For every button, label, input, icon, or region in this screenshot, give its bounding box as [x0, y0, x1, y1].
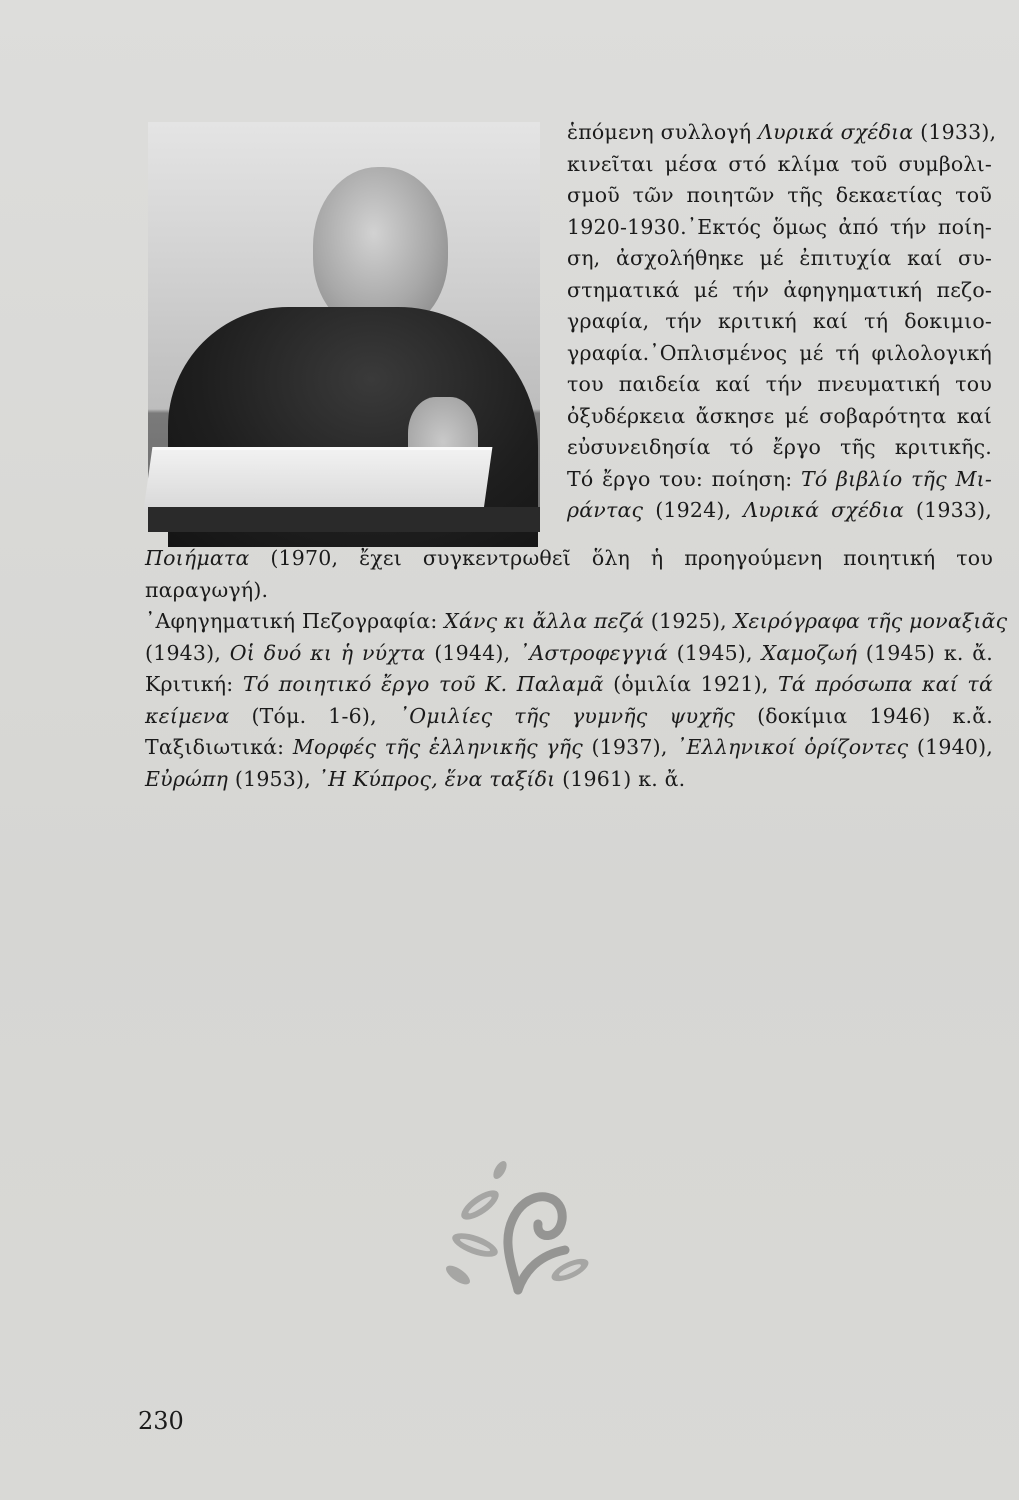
text-line: [145, 575, 993, 607]
text-line: [145, 543, 993, 575]
text-run: (1961) κ. ἄ.: [555, 766, 686, 791]
italic-title: Λυρικά σχέδια: [743, 498, 904, 522]
text-run: σμοῦ τῶν ποιητῶν τῆς δεκαετίας τοῦ: [567, 183, 992, 207]
text-line: [567, 117, 997, 149]
floral-ornament-icon: [440, 1150, 595, 1300]
text-run: ὀξυδέρκεια ἄσκησε μέ σοβαρότητα καί: [567, 403, 992, 428]
italic-title: Μορφές τῆς ἑλληνικῆς γῆς: [292, 735, 583, 759]
text-run: (1970, ἔχει συγκεντρωθεῖ ὅλη ἡ προηγούμενη ποιητική του: [249, 546, 993, 570]
text-line: [567, 275, 992, 307]
text-run: Τό ἔργο του: ποίηση:: [567, 466, 802, 491]
text-run: ᾽Αφηγηματική Πεζογραφία:: [145, 609, 445, 633]
text-run: (1945) κ. ἄ.: [857, 640, 994, 665]
italic-title: κείμενα: [145, 703, 230, 728]
text-line: [567, 212, 992, 244]
text-line: [567, 495, 992, 527]
text-line: [145, 764, 993, 796]
text-run: (1925),: [644, 609, 734, 633]
text-line: [567, 432, 992, 464]
text-run: (1937),: [582, 735, 677, 759]
italic-title: Χάνς κι ἄλλα πεζά: [444, 609, 645, 633]
text-line: [145, 701, 993, 733]
text-run: (1924),: [643, 498, 744, 522]
text-line: [567, 338, 992, 370]
text-run: (1943),: [145, 640, 230, 665]
text-run: Κριτική:: [145, 672, 243, 696]
text-run: (Τόμ. 1-6),: [229, 703, 399, 728]
text-run: του παιδεία καί τήν πνευματική του: [567, 372, 992, 396]
text-line: [145, 669, 993, 701]
text-line: [145, 638, 993, 670]
text-run: παραγωγή).: [145, 577, 269, 602]
text-run: κινεῖται μέσα στό κλίμα τοῦ συμβολι-: [567, 151, 992, 176]
text-run: 1920-1930.᾽Εκτός ὅμως ἀπό τήν ποίη-: [567, 214, 992, 239]
italic-title: Χειρόγραφα τῆς μοναξιᾶς: [733, 609, 1008, 633]
text-line: [567, 369, 992, 401]
text-run: ἑπόμενη συλλογή: [567, 120, 759, 144]
italic-title: Τό ποιητικό ἔργο τοῦ Κ. Παλαμᾶ: [242, 672, 604, 696]
italic-title: ᾽Η Κύπρος, ἕνα ταξίδι: [317, 766, 556, 791]
author-portrait-photo: [148, 122, 540, 532]
text-run: Ταξιδιωτικά:: [145, 735, 293, 759]
text-run: (ὁμιλία 1921),: [603, 672, 778, 696]
italic-title: Τό βιβλίο τῆς Μι-: [801, 466, 992, 491]
text-run: (1933),: [913, 120, 997, 144]
text-run: (1945),: [667, 640, 762, 665]
text-run: εὐσυνειδησία τό ἔργο τῆς κριτικῆς.: [567, 435, 992, 459]
text-run: (1944),: [425, 640, 519, 665]
italic-title: ᾽Ελληνικοί ὁρίζοντες: [676, 735, 909, 759]
text-line: [567, 180, 992, 212]
text-run: ση, ἀσχολήθηκε μέ ἐπιτυχία καί συ-: [567, 246, 992, 270]
text-run: στηματικά μέ τήν ἀφηγηματική πεζο-: [567, 277, 992, 302]
italic-title: ᾽Αστροφεγγιά: [519, 640, 668, 665]
text-line: [567, 306, 992, 338]
text-run: (1940),: [908, 735, 993, 759]
italic-title: ᾽Ομιλίες τῆς γυμνῆς ψυχῆς: [398, 703, 736, 728]
text-run: (1933),: [903, 498, 992, 522]
page-number: 230: [138, 1407, 184, 1435]
italic-title: Εὐρώπη: [145, 766, 229, 791]
italic-title: Λυρικά σχέδια: [758, 120, 914, 144]
text-line: [567, 243, 992, 275]
italic-title: Οἱ δυό κι ἡ νύχτα: [229, 640, 426, 665]
italic-title: Ποιήματα: [145, 546, 250, 570]
text-run: (1953),: [228, 766, 318, 791]
italic-title: Τά πρόσωπα καί τά: [777, 672, 993, 696]
right-column-text: [567, 117, 997, 527]
text-line: [567, 401, 992, 433]
text-line: [145, 606, 1008, 638]
text-run: γραφία, τήν κριτική καί τή δοκιμιο-: [567, 309, 992, 333]
bibliography-text: [145, 543, 1008, 795]
text-run: γραφία.᾽Οπλισμένος μέ τή φιλολογική: [567, 340, 992, 365]
italic-title: Χαμοζωή: [761, 640, 858, 665]
text-run: (δοκίμια 1946) κ.ἄ.: [735, 703, 993, 728]
text-line: [567, 149, 992, 181]
italic-title: ράντας: [567, 498, 644, 522]
text-line: [145, 732, 993, 764]
text-line: [567, 464, 992, 496]
